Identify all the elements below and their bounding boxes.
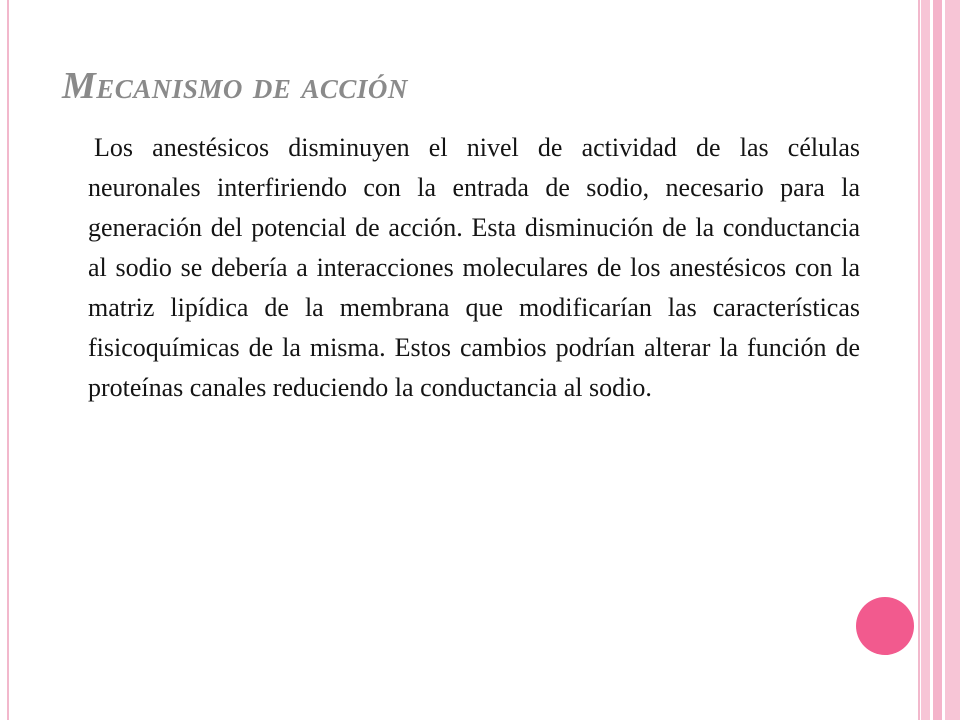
right-frame-line — [918, 0, 920, 720]
slide-body-paragraph: Los anestésicos disminuyen el nivel de actividad de las células neuronales interfiriendo con la entrada de sodio, necesario para la generación del potencial de acción. Esta disminución de la conductancia al sodio se debería a interacciones moleculares de los anestésicos con la matriz lipídica de la membrana que modificarían las características fisicoquímicas de la misma. Estos cambios podrían alterar la función de proteínas canales reduciendo la conductancia al sodio. — [88, 133, 860, 402]
right-stripe-2 — [933, 0, 942, 720]
right-stripe-3 — [945, 0, 960, 720]
left-frame-line — [7, 0, 9, 720]
slide-title: Mecanismo de acción — [62, 65, 408, 107]
decorative-pink-circle — [856, 597, 914, 655]
right-stripe-1 — [921, 0, 930, 720]
